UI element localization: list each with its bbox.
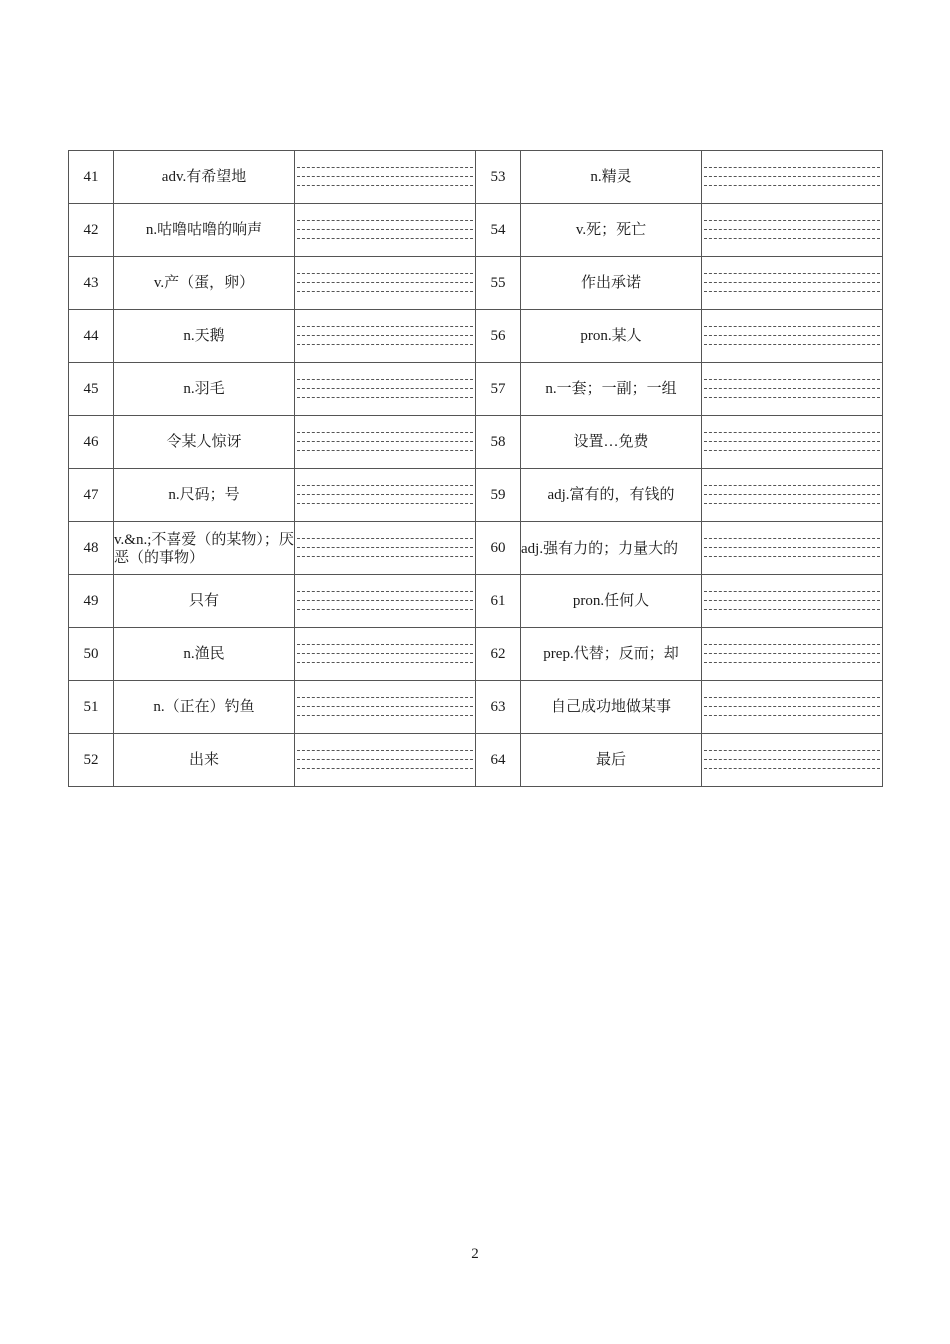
answer-writing-line (704, 538, 880, 539)
answer-writing-line (704, 556, 880, 557)
right-answer-cell[interactable] (702, 363, 883, 416)
answer-writing-line (704, 397, 880, 398)
answer-writing-line (297, 662, 473, 663)
left-item-number: 48 (69, 522, 114, 575)
left-item-meaning: n.天鹅 (114, 310, 295, 363)
answer-writing-line (704, 167, 880, 168)
right-answer-cell[interactable] (702, 575, 883, 628)
left-item-number: 47 (69, 469, 114, 522)
answer-writing-line (297, 273, 473, 274)
right-item-meaning: 设置…免费 (521, 416, 702, 469)
right-item-number: 64 (476, 734, 521, 787)
table-row (69, 522, 883, 575)
right-answer-cell[interactable] (702, 310, 883, 363)
answer-writing-line (297, 494, 473, 495)
left-item-meaning: n.渔民 (114, 628, 295, 681)
answer-writing-line (297, 609, 473, 610)
answer-writing-line (297, 220, 473, 221)
left-item-meaning: 令某人惊讶 (114, 416, 295, 469)
right-item-number: 56 (476, 310, 521, 363)
table-row (69, 575, 883, 628)
answer-writing-line (297, 379, 473, 380)
answer-writing-line (297, 176, 473, 177)
answer-writing-line (704, 282, 880, 283)
answer-writing-line (297, 503, 473, 504)
right-item-meaning: adj.强有力的；力量大的 (521, 522, 702, 575)
right-item-meaning: 作出承诺 (521, 257, 702, 310)
left-item-number: 45 (69, 363, 114, 416)
answer-writing-line (704, 768, 880, 769)
answer-writing-line (704, 229, 880, 230)
left-answer-cell[interactable] (295, 204, 476, 257)
left-answer-cell[interactable] (295, 363, 476, 416)
answer-writing-line (704, 494, 880, 495)
left-item-meaning: 出来 (114, 734, 295, 787)
left-item-number: 52 (69, 734, 114, 787)
right-item-meaning: n.精灵 (521, 151, 702, 204)
left-item-meaning: n.尺码；号 (114, 469, 295, 522)
answer-writing-line (704, 697, 880, 698)
left-item-meaning: v.&n.;不喜爱（的某物）；厌恶（的事物） (114, 522, 295, 575)
answer-writing-line (297, 326, 473, 327)
right-item-meaning: pron.某人 (521, 310, 702, 363)
answer-writing-line (297, 556, 473, 557)
answer-writing-line (297, 485, 473, 486)
answer-writing-line (704, 176, 880, 177)
right-item-number: 63 (476, 681, 521, 734)
right-answer-cell[interactable] (702, 469, 883, 522)
left-answer-cell[interactable] (295, 628, 476, 681)
answer-writing-line (704, 662, 880, 663)
answer-writing-line (704, 432, 880, 433)
right-item-number: 55 (476, 257, 521, 310)
left-answer-cell[interactable] (295, 151, 476, 204)
answer-writing-line (704, 335, 880, 336)
answer-writing-line (704, 220, 880, 221)
right-item-number: 59 (476, 469, 521, 522)
right-item-number: 58 (476, 416, 521, 469)
answer-writing-line (297, 706, 473, 707)
table-row (69, 151, 883, 204)
answer-writing-line (297, 282, 473, 283)
vocabulary-table-body (69, 151, 883, 787)
left-item-number: 49 (69, 575, 114, 628)
left-answer-cell[interactable] (295, 416, 476, 469)
vocabulary-table (68, 150, 883, 787)
left-answer-cell[interactable] (295, 681, 476, 734)
right-item-number: 57 (476, 363, 521, 416)
answer-writing-line (297, 653, 473, 654)
right-answer-cell[interactable] (702, 416, 883, 469)
left-item-meaning: n.羽毛 (114, 363, 295, 416)
right-item-number: 62 (476, 628, 521, 681)
right-item-meaning: 最后 (521, 734, 702, 787)
answer-writing-line (297, 344, 473, 345)
right-item-meaning: adj.富有的，有钱的 (521, 469, 702, 522)
answer-writing-line (704, 715, 880, 716)
table-row (69, 257, 883, 310)
left-item-number: 41 (69, 151, 114, 204)
right-item-number: 53 (476, 151, 521, 204)
answer-writing-line (297, 167, 473, 168)
left-item-meaning: n.（正在）钓鱼 (114, 681, 295, 734)
answer-writing-line (297, 600, 473, 601)
table-row (69, 628, 883, 681)
answer-writing-line (704, 750, 880, 751)
table-row (69, 204, 883, 257)
answer-writing-line (704, 653, 880, 654)
answer-writing-line (297, 538, 473, 539)
left-item-number: 51 (69, 681, 114, 734)
answer-writing-line (297, 697, 473, 698)
answer-writing-line (704, 450, 880, 451)
answer-writing-line (297, 591, 473, 592)
answer-writing-line (704, 379, 880, 380)
right-answer-cell[interactable] (702, 628, 883, 681)
right-answer-cell[interactable] (702, 681, 883, 734)
answer-writing-line (704, 485, 880, 486)
table-row (69, 734, 883, 787)
answer-writing-line (704, 185, 880, 186)
left-answer-cell[interactable] (295, 257, 476, 310)
left-item-meaning: n.咕噜咕噜的响声 (114, 204, 295, 257)
answer-writing-line (704, 591, 880, 592)
answer-writing-line (297, 768, 473, 769)
left-item-meaning: adv.有希望地 (114, 151, 295, 204)
answer-writing-line (297, 388, 473, 389)
answer-writing-line (297, 185, 473, 186)
answer-writing-line (704, 388, 880, 389)
answer-writing-line (297, 229, 473, 230)
answer-writing-line (297, 759, 473, 760)
answer-writing-line (704, 238, 880, 239)
answer-writing-line (297, 715, 473, 716)
answer-writing-line (704, 503, 880, 504)
right-answer-cell[interactable] (702, 734, 883, 787)
right-item-meaning: 自己成功地做某事 (521, 681, 702, 734)
table-row (69, 363, 883, 416)
answer-writing-line (704, 706, 880, 707)
left-item-number: 50 (69, 628, 114, 681)
answer-writing-line (297, 397, 473, 398)
page-number: 2 (471, 1246, 479, 1262)
right-item-number: 54 (476, 204, 521, 257)
answer-writing-line (704, 291, 880, 292)
answer-writing-line (297, 750, 473, 751)
left-answer-cell[interactable] (295, 310, 476, 363)
answer-writing-line (704, 273, 880, 274)
left-item-number: 46 (69, 416, 114, 469)
right-item-number: 61 (476, 575, 521, 628)
answer-writing-line (704, 759, 880, 760)
table-row (69, 681, 883, 734)
table-row (69, 416, 883, 469)
answer-writing-line (297, 547, 473, 548)
right-item-meaning: n.一套；一副；一组 (521, 363, 702, 416)
answer-writing-line (297, 291, 473, 292)
left-answer-cell[interactable] (295, 575, 476, 628)
right-item-meaning: prep.代替；反而；却 (521, 628, 702, 681)
left-item-number: 44 (69, 310, 114, 363)
answer-writing-line (704, 344, 880, 345)
left-item-number: 42 (69, 204, 114, 257)
right-answer-cell[interactable] (702, 151, 883, 204)
left-item-meaning: v.产（蛋，卵） (114, 257, 295, 310)
answer-writing-line (704, 326, 880, 327)
left-item-meaning: 只有 (114, 575, 295, 628)
answer-writing-line (704, 609, 880, 610)
table-row (69, 310, 883, 363)
answer-writing-line (297, 644, 473, 645)
left-answer-cell[interactable] (295, 469, 476, 522)
answer-writing-line (704, 441, 880, 442)
right-answer-cell[interactable] (702, 204, 883, 257)
right-item-number: 60 (476, 522, 521, 575)
left-item-number: 43 (69, 257, 114, 310)
left-answer-cell[interactable] (295, 522, 476, 575)
right-answer-cell[interactable] (702, 257, 883, 310)
table-row (69, 469, 883, 522)
answer-writing-line (297, 238, 473, 239)
left-answer-cell[interactable] (295, 734, 476, 787)
answer-writing-line (297, 335, 473, 336)
right-answer-cell[interactable] (702, 522, 883, 575)
answer-writing-line (297, 441, 473, 442)
answer-writing-line (704, 547, 880, 548)
answer-writing-line (297, 432, 473, 433)
answer-writing-line (297, 450, 473, 451)
right-item-meaning: v.死；死亡 (521, 204, 702, 257)
answer-writing-line (704, 644, 880, 645)
answer-writing-line (704, 600, 880, 601)
right-item-meaning: pron.任何人 (521, 575, 702, 628)
